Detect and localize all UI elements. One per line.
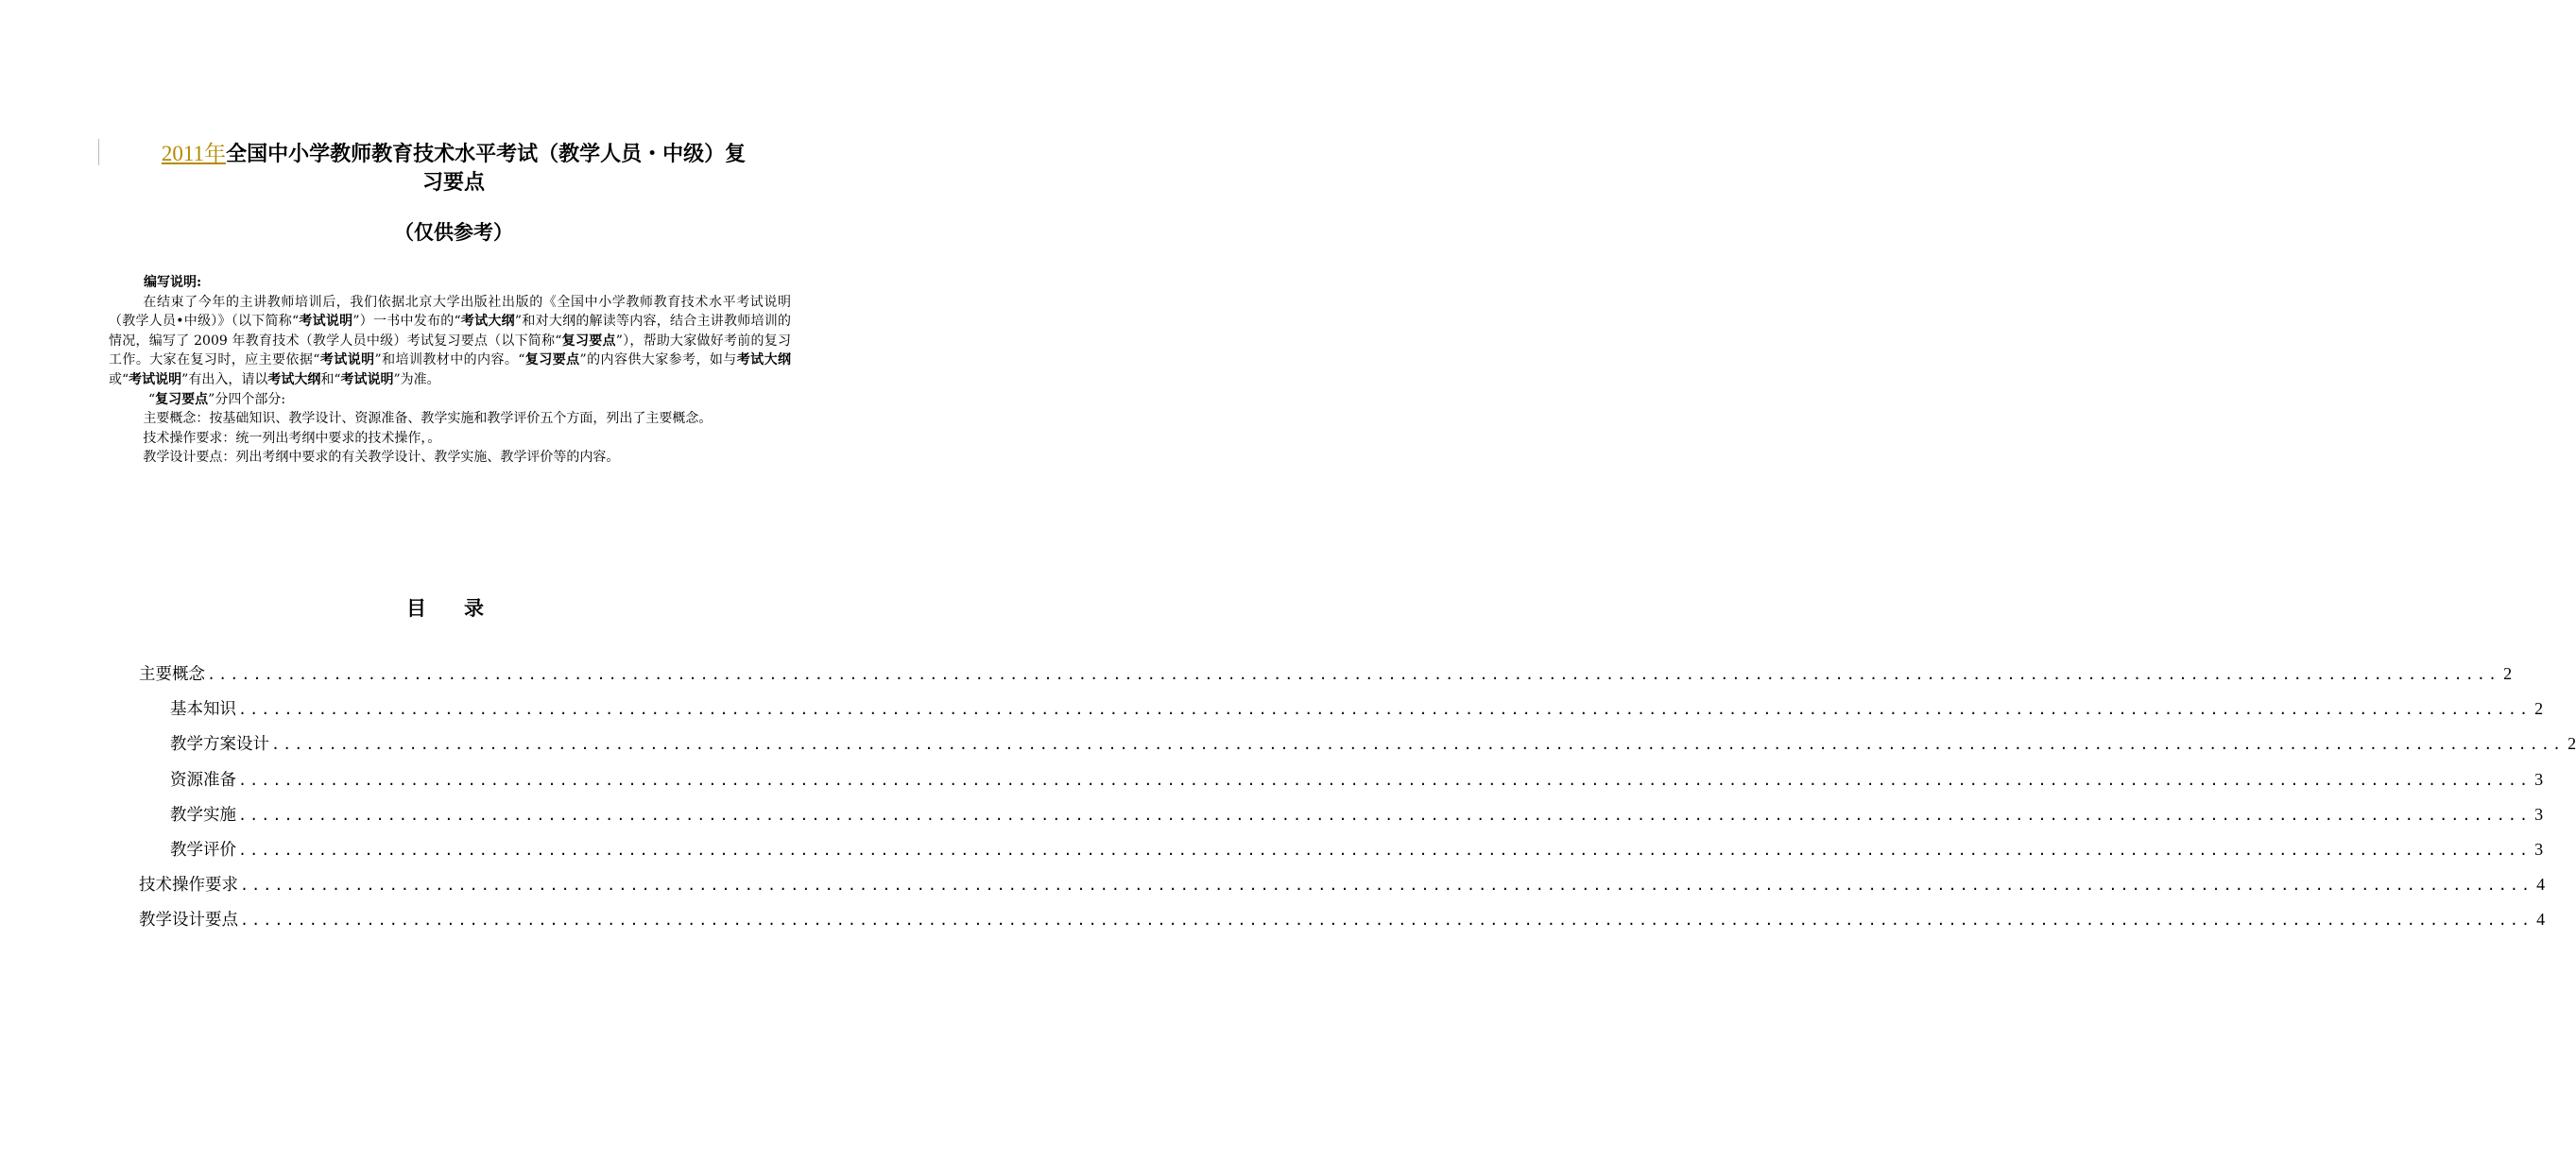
toc-entry[interactable] [139, 767, 2544, 802]
toc-entry-page: 2 [2567, 734, 2576, 754]
text-run: 或“ [109, 371, 129, 387]
title-year-link[interactable]: 2011年 [161, 142, 227, 165]
table-of-contents [139, 661, 2576, 943]
toc-entry[interactable] [139, 907, 2546, 942]
toc-entry-label: 教学实施 [170, 805, 236, 825]
emphasis-term: 复习要点 [561, 333, 616, 349]
intro-section [109, 273, 791, 468]
toc-entry-label: 教学设计要点 [139, 911, 238, 931]
toc-entry-page: 4 [2536, 875, 2546, 895]
text-run: 和“ [320, 371, 341, 387]
toc-title-char-1: 目 [406, 597, 426, 620]
toc-entry[interactable] [139, 802, 2544, 837]
toc-leader-dots: ........................................................................................................................................................................................................ [238, 841, 2532, 859]
text-run: 在结束了今年的主讲教师培训后，我们依据北京大学出版社出版的《全国中小学教师教育技术水平考试说明（教学人员•中级）》（以下简称“ [109, 294, 791, 330]
toc-title [406, 593, 484, 622]
toc-entry[interactable] [139, 731, 2576, 766]
margin-marker [98, 139, 99, 165]
toc-title-char-2: 录 [464, 597, 484, 620]
toc-entry-page: 2 [2503, 664, 2513, 683]
text-run: ”），帮助大家做好考前的复习工作。大家在复习时，应主要依据“ [109, 333, 792, 368]
emphasis-term: 考试说明 [319, 352, 375, 368]
toc-entry-page: 3 [2534, 804, 2544, 824]
text-run: ”和对大纲的解读等内容，结合主讲教师培训的情况，编写了 2009 年教育技术（教学人员中级）考试复习要点（以下简称“ [109, 314, 792, 349]
intro-paragraph-3: 主要概念：按基础知识、教学设计、资源准备、教学实施和教学评价五个方面，列出了主要概念。 [143, 411, 713, 427]
toc-leader-dots: ........................................................................................................................................................................................................ [207, 666, 2500, 683]
emphasis-term: 复习要点 [155, 391, 209, 407]
toc-entry[interactable] [139, 837, 2544, 872]
toc-leader-dots: ........................................................................................................................................................................................................ [240, 912, 2533, 930]
intro-heading: 编写说明: [144, 275, 202, 290]
intro-paragraph-4: 技术操作要求：统一列出考纲中要求的技术操作，。 [143, 430, 441, 446]
text-run: “ [148, 391, 156, 407]
text-run: ”）一书中发布的“ [352, 314, 461, 330]
toc-entry[interactable] [139, 696, 2544, 731]
toc-entry-page: 4 [2536, 910, 2546, 930]
intro-paragraph-1 [109, 293, 791, 390]
intro-paragraph-5: 教学设计要点：列出考纲中要求的有关教学设计、教学实施、教学评价等的内容。 [143, 450, 620, 466]
toc-entry[interactable] [139, 872, 2546, 907]
title-text-line1: 全国中小学教师教育技术水平考试（教学人员・中级）复 [226, 143, 747, 166]
emphasis-term: 考试大纲 [736, 352, 791, 368]
toc-leader-dots: ........................................................................................................................................................................................................ [271, 736, 2565, 754]
text-run: ”和培训教材中的内容。“ [374, 352, 525, 368]
intro-paragraph-2 [109, 390, 791, 410]
toc-entry-label: 基本知识 [170, 700, 236, 720]
toc-entry-page: 2 [2534, 699, 2544, 719]
emphasis-term: 考试说明 [299, 314, 353, 330]
toc-leader-dots: ........................................................................................................................................................................................................ [238, 806, 2532, 824]
toc-entry-label: 资源准备 [170, 770, 236, 790]
toc-leader-dots: ........................................................................................................................................................................................................ [240, 877, 2533, 895]
text-run: ”有出入，请以 [181, 371, 268, 387]
toc-leader-dots: ........................................................................................................................................................................................................ [238, 771, 2532, 789]
toc-entry-page: 3 [2534, 769, 2544, 789]
emphasis-term: 复习要点 [524, 352, 580, 368]
toc-entry-label: 主要概念 [139, 665, 205, 684]
toc-entry-label: 教学方案设计 [170, 735, 269, 755]
title-text-line2: 习要点 [421, 171, 485, 195]
emphasis-term: 考试说明 [129, 371, 182, 387]
emphasis-term: 考试大纲 [267, 371, 321, 387]
text-run: ”为准。 [393, 371, 440, 387]
toc-leader-dots: ........................................................................................................................................................................................................ [238, 701, 2532, 719]
toc-entry-page: 3 [2534, 839, 2544, 859]
emphasis-term: 考试大纲 [460, 314, 515, 330]
text-run: ”分四个部分: [208, 391, 286, 407]
toc-entry-label: 教学评价 [170, 840, 236, 860]
page-title [104, 140, 803, 197]
emphasis-term: 考试说明 [340, 371, 394, 387]
page-subtitle: （仅供参考） [394, 221, 513, 244]
toc-entry-label: 技术操作要求 [139, 876, 238, 896]
toc-entry[interactable] [139, 661, 2513, 696]
text-run: ”的内容供大家参考，如与 [579, 352, 737, 368]
